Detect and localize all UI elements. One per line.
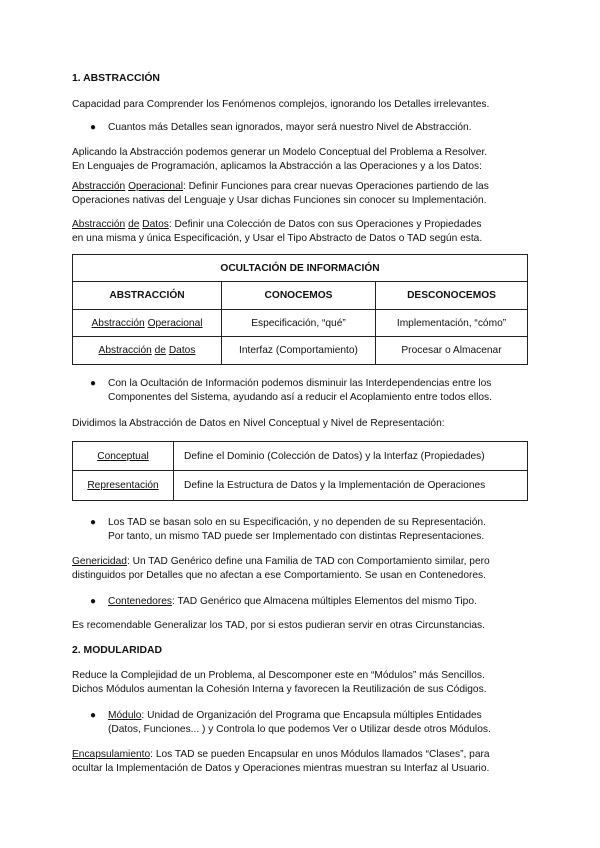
table-cell	[73, 471, 174, 501]
paragraph-text: : Definir Funciones para crear nuevas Operaciones partiendo de las	[183, 181, 489, 192]
paragraph-dividimos: Dividimos la Abstracción de Datos en Nivel Conceptual y Nivel de Representación:	[72, 418, 445, 429]
bullet-line: (Datos, Funciones... ) y Controla lo que podemos Ver o Utilizar desde otros Módulos.	[108, 724, 491, 735]
bullet-marker: ●	[90, 378, 97, 389]
table-row	[73, 337, 528, 365]
term-de: de	[154, 345, 166, 356]
bullet-modulo	[108, 709, 528, 737]
table-cell: Especificación, “qué”	[222, 310, 376, 337]
table-cell	[73, 442, 174, 471]
bullet-line: Componentes del Sistema, ayudando así a reducir el Acoplamiento entre todos ellos.	[108, 392, 492, 403]
column-header-abstraccion: ABSTRACCIÓN	[73, 282, 222, 310]
bullet-detalles: Cuantos más Detalles sean ignorados, mayor será nuestro Nivel de Abstracción.	[108, 122, 472, 133]
paragraph-abstraccion-operacional	[72, 180, 528, 208]
paragraph-line: Dichos Módulos aumentan la Cohesión Interna y favorecen la Reutilización de sus Códigos.	[72, 684, 487, 695]
bullet-contenedores	[108, 595, 528, 609]
table-title: OCULTACIÓN DE INFORMACIÓN	[73, 255, 528, 282]
paragraph-reduce	[72, 669, 528, 697]
table-cell: Procesar o Almacenar	[376, 337, 528, 365]
paragraph-text: : Un TAD Genérico define una Familia de TAD con Comportamiento similar, pero	[126, 556, 490, 567]
term-de: de	[128, 219, 140, 230]
bullet-ocultacion	[108, 377, 528, 405]
table-cell	[73, 337, 222, 365]
paragraph-line: En Lenguajes de Programación, aplicamos la Abstracción a las Operaciones y a los Datos:	[72, 161, 482, 172]
paragraph-abstraccion-datos	[72, 218, 528, 246]
column-header-desconocemos: DESCONOCEMOS	[376, 282, 528, 310]
table-cell: Define el Dominio (Colección de Datos) y la Interfaz (Propiedades)	[174, 442, 528, 471]
term-operacional: Operacional	[147, 317, 203, 329]
bullet-text: : TAD Genérico que Almacena múltiples Elementos del mismo Tipo.	[172, 596, 477, 607]
table-cell: Interfaz (Comportamiento)	[222, 337, 376, 365]
section-heading-abstraccion: 1. ABSTRACCIÓN	[72, 73, 160, 84]
table-row	[73, 310, 528, 337]
term-modulo: Módulo	[108, 710, 142, 721]
column-header-conocemos: CONOCEMOS	[222, 282, 376, 310]
term-representacion: Representación	[87, 480, 159, 491]
paragraph-recomendable: Es recomendable Generalizar los TAD, por si estos pudieran servir en otras Circunstancias.	[72, 620, 485, 631]
bullet-line: Por tanto, un mismo TAD puede ser Implementado con distintas Representaciones.	[108, 531, 485, 542]
table-row	[73, 442, 528, 471]
paragraph-intro: Capacidad para Comprender los Fenómenos complejos, ignorando los Detalles irrelevantes.	[72, 99, 490, 110]
table-row	[73, 471, 528, 501]
bullet-text: : Unidad de Organización del Programa que Encapsula múltiples Entidades	[141, 710, 482, 721]
section-heading-modularidad: 2. MODULARIDAD	[72, 645, 163, 656]
term-operacional: Operacional	[128, 181, 184, 192]
term-abstraccion: Abstracción	[72, 181, 126, 192]
paragraph-text: : Los TAD se pueden Encapsular en unos Módulos llamados “Clases”, para	[150, 749, 490, 760]
term-conceptual: Conceptual	[97, 450, 149, 462]
paragraph-line: ocultar la Implementación de Datos y Operaciones mientras muestran su Interfaz al Usuario.	[72, 763, 490, 774]
bullet-marker: ●	[90, 596, 97, 607]
term-abstraccion: Abstracción	[91, 317, 145, 329]
paragraph-genericidad	[72, 555, 528, 583]
paragraph-text: : Definir una Colección de Datos con sus Operaciones y Propiedades	[168, 219, 482, 230]
table-cell: Implementación, “cómo”	[376, 310, 528, 337]
bullet-marker: ●	[90, 122, 97, 133]
bullet-line: Los TAD se basan solo en su Especificación, y no dependen de su Representación.	[108, 517, 486, 528]
paragraph-encapsulamiento	[72, 748, 528, 776]
term-abstraccion: Abstracción	[72, 219, 126, 230]
table-niveles	[72, 441, 528, 501]
paragraph-aplicando	[72, 146, 528, 174]
paragraph-line: Reduce la Complejidad de un Problema, al Descomponer este en “Módulos” más Sencillos.	[72, 670, 485, 681]
bullet-marker: ●	[90, 710, 97, 721]
bullet-line: Con la Ocultación de Información podemos disminuir las Interdependencias entre los	[108, 378, 492, 389]
term-datos: Datos	[168, 345, 196, 356]
table-cell: Define la Estructura de Datos y la Implementación de Operaciones	[174, 471, 528, 501]
paragraph-line: distinguidos por Detalles que no afectan a ese Comportamiento. Se usan en Contenedores.	[72, 570, 486, 581]
table-cell	[73, 310, 222, 337]
paragraph-line: en una misma y única Especificación, y Usar el Tipo Abstracto de Datos o TAD según esta.	[72, 233, 483, 244]
term-datos: Datos	[142, 219, 169, 230]
term-abstraccion: Abstracción	[98, 345, 152, 356]
bullet-tad	[108, 516, 528, 544]
paragraph-line: Operaciones nativas del Lenguaje y Usar dichas Funciones sin conocer su Implementación.	[72, 195, 487, 206]
paragraph-line: Aplicando la Abstracción podemos generar un Modelo Conceptual del Problema a Resolver.	[72, 147, 488, 158]
term-genericidad: Genericidad	[72, 556, 127, 567]
term-contenedores: Contenedores	[108, 596, 173, 607]
bullet-marker: ●	[90, 517, 97, 528]
table-ocultacion	[72, 254, 528, 365]
term-encapsulamiento: Encapsulamiento	[72, 749, 151, 760]
